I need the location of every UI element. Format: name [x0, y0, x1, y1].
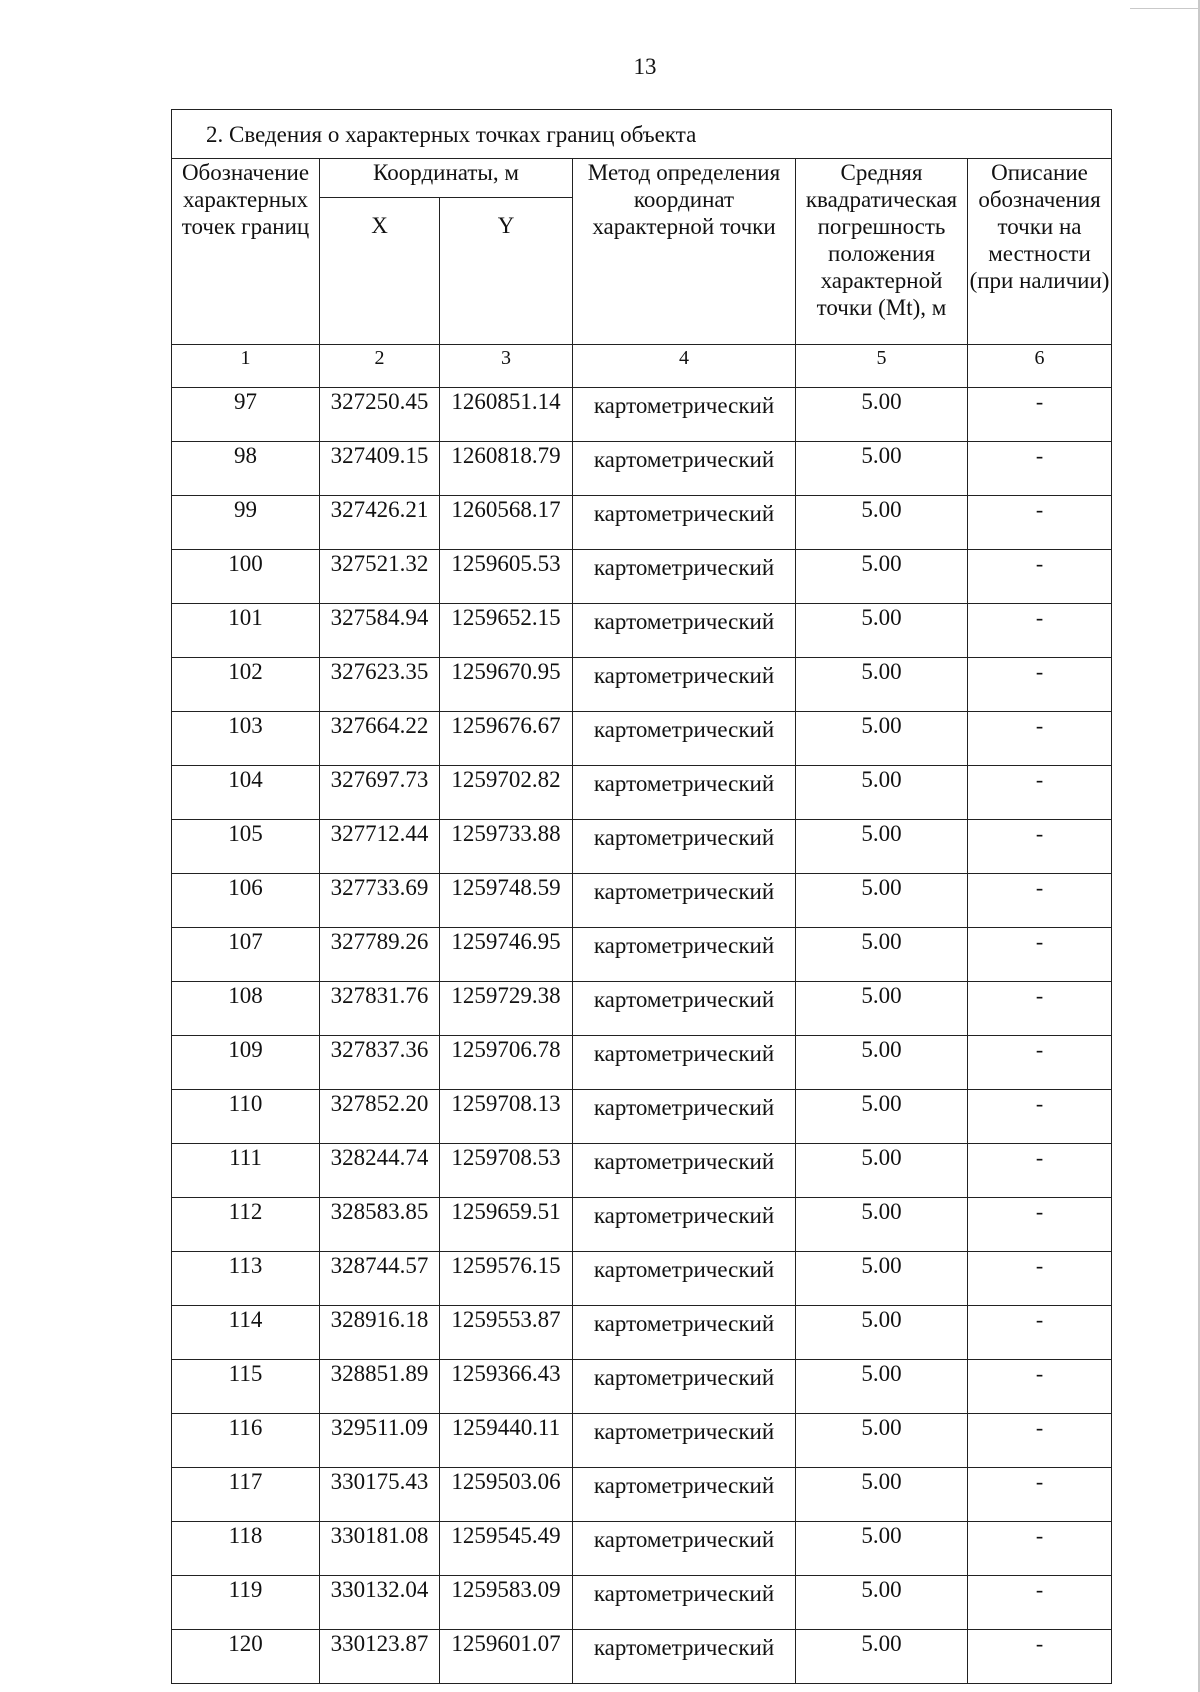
table-row — [172, 928, 1112, 982]
method-cell: картометрический — [573, 1414, 796, 1468]
y-cell: 1260818.79 — [440, 442, 573, 496]
description-cell: - — [968, 1090, 1112, 1144]
column-numbers-row — [172, 345, 1112, 388]
error-cell: 5.00 — [796, 766, 968, 820]
header-error: Средняя квадратическая погрешность положения характерной точки (Mt), м — [796, 159, 968, 345]
error-cell: 5.00 — [796, 820, 968, 874]
point-cell: 107 — [172, 928, 320, 982]
table-row — [172, 1090, 1112, 1144]
table-row — [172, 388, 1112, 442]
description-cell: - — [968, 1576, 1112, 1630]
table-row — [172, 1414, 1112, 1468]
header-y: Y — [440, 198, 573, 345]
point-cell: 112 — [172, 1198, 320, 1252]
x-cell: 330181.08 — [320, 1522, 440, 1576]
x-cell: 327426.21 — [320, 496, 440, 550]
description-cell: - — [968, 1144, 1112, 1198]
point-cell: 118 — [172, 1522, 320, 1576]
table-row — [172, 874, 1112, 928]
y-cell: 1259676.67 — [440, 712, 573, 766]
table-row — [172, 442, 1112, 496]
y-cell: 1259503.06 — [440, 1468, 573, 1522]
method-cell: картометрический — [573, 766, 796, 820]
point-cell: 103 — [172, 712, 320, 766]
table-row — [172, 1576, 1112, 1630]
description-cell: - — [968, 712, 1112, 766]
y-cell: 1259583.09 — [440, 1576, 573, 1630]
table-row — [172, 1522, 1112, 1576]
error-cell: 5.00 — [796, 388, 968, 442]
column-number: 3 — [440, 345, 573, 388]
y-cell: 1259440.11 — [440, 1414, 573, 1468]
y-cell: 1259605.53 — [440, 550, 573, 604]
method-cell: картометрический — [573, 982, 796, 1036]
y-cell: 1259729.38 — [440, 982, 573, 1036]
y-cell: 1259733.88 — [440, 820, 573, 874]
table-row — [172, 1306, 1112, 1360]
description-cell: - — [968, 1252, 1112, 1306]
error-cell: 5.00 — [796, 1630, 968, 1684]
error-cell: 5.00 — [796, 1468, 968, 1522]
method-cell: картометрический — [573, 928, 796, 982]
header-coordinates: Координаты, м — [320, 159, 573, 198]
x-cell: 327664.22 — [320, 712, 440, 766]
error-cell: 5.00 — [796, 658, 968, 712]
point-cell: 104 — [172, 766, 320, 820]
y-cell: 1260851.14 — [440, 388, 573, 442]
description-cell: - — [968, 1198, 1112, 1252]
table-row — [172, 604, 1112, 658]
method-cell: картометрический — [573, 1144, 796, 1198]
section-title: 2. Сведения о характерных точках границ объекта — [172, 110, 1112, 159]
point-cell: 114 — [172, 1306, 320, 1360]
y-cell: 1259746.95 — [440, 928, 573, 982]
method-cell: картометрический — [573, 712, 796, 766]
header-point: Обозначение характерных точек границ — [172, 159, 320, 345]
point-cell: 99 — [172, 496, 320, 550]
y-cell: 1259545.49 — [440, 1522, 573, 1576]
table-row — [172, 1468, 1112, 1522]
method-cell: картометрический — [573, 658, 796, 712]
y-cell: 1259670.95 — [440, 658, 573, 712]
x-cell: 328744.57 — [320, 1252, 440, 1306]
method-cell: картометрический — [573, 496, 796, 550]
boundary-points-table — [171, 109, 1112, 1684]
header-x: X — [320, 198, 440, 345]
x-cell: 327623.35 — [320, 658, 440, 712]
point-cell: 97 — [172, 388, 320, 442]
description-cell: - — [968, 1468, 1112, 1522]
method-cell: картометрический — [573, 604, 796, 658]
error-cell: 5.00 — [796, 874, 968, 928]
method-cell: картометрический — [573, 1360, 796, 1414]
y-cell: 1259706.78 — [440, 1036, 573, 1090]
column-number: 4 — [573, 345, 796, 388]
method-cell: картометрический — [573, 1090, 796, 1144]
method-cell: картометрический — [573, 1576, 796, 1630]
column-number: 5 — [796, 345, 968, 388]
x-cell: 330123.87 — [320, 1630, 440, 1684]
y-cell: 1259708.13 — [440, 1090, 573, 1144]
x-cell: 328244.74 — [320, 1144, 440, 1198]
description-cell: - — [968, 550, 1112, 604]
point-cell: 109 — [172, 1036, 320, 1090]
error-cell: 5.00 — [796, 550, 968, 604]
x-cell: 330132.04 — [320, 1576, 440, 1630]
point-cell: 98 — [172, 442, 320, 496]
error-cell: 5.00 — [796, 1360, 968, 1414]
description-cell: - — [968, 1360, 1112, 1414]
page-number: 13 — [633, 54, 657, 79]
x-cell: 327831.76 — [320, 982, 440, 1036]
method-cell: картометрический — [573, 1036, 796, 1090]
y-cell: 1259708.53 — [440, 1144, 573, 1198]
table-row — [172, 1036, 1112, 1090]
x-cell: 327733.69 — [320, 874, 440, 928]
point-cell: 116 — [172, 1414, 320, 1468]
x-cell: 327852.20 — [320, 1090, 440, 1144]
method-cell: картометрический — [573, 550, 796, 604]
error-cell: 5.00 — [796, 1090, 968, 1144]
description-cell: - — [968, 442, 1112, 496]
description-cell: - — [968, 604, 1112, 658]
method-cell: картометрический — [573, 874, 796, 928]
x-cell: 327697.73 — [320, 766, 440, 820]
description-cell: - — [968, 1414, 1112, 1468]
header-description: Описание обозначения точки на местности (при наличии) — [968, 159, 1112, 345]
point-cell: 120 — [172, 1630, 320, 1684]
x-cell: 329511.09 — [320, 1414, 440, 1468]
point-cell: 113 — [172, 1252, 320, 1306]
y-cell: 1259601.07 — [440, 1630, 573, 1684]
point-cell: 102 — [172, 658, 320, 712]
error-cell: 5.00 — [796, 1144, 968, 1198]
y-cell: 1260568.17 — [440, 496, 573, 550]
description-cell: - — [968, 388, 1112, 442]
description-cell: - — [968, 766, 1112, 820]
error-cell: 5.00 — [796, 1036, 968, 1090]
description-cell: - — [968, 496, 1112, 550]
error-cell: 5.00 — [796, 1414, 968, 1468]
y-cell: 1259652.15 — [440, 604, 573, 658]
description-cell: - — [968, 1522, 1112, 1576]
error-cell: 5.00 — [796, 928, 968, 982]
point-cell: 117 — [172, 1468, 320, 1522]
table-row — [172, 1252, 1112, 1306]
y-cell: 1259576.15 — [440, 1252, 573, 1306]
table-row — [172, 550, 1112, 604]
method-cell: картометрический — [573, 442, 796, 496]
x-cell: 327409.15 — [320, 442, 440, 496]
method-cell: картометрический — [573, 1630, 796, 1684]
x-cell: 328583.85 — [320, 1198, 440, 1252]
column-number: 6 — [968, 345, 1112, 388]
method-cell: картометрический — [573, 1522, 796, 1576]
method-cell: картометрический — [573, 1252, 796, 1306]
x-cell: 327789.26 — [320, 928, 440, 982]
error-cell: 5.00 — [796, 496, 968, 550]
method-cell: картометрический — [573, 1198, 796, 1252]
x-cell: 328851.89 — [320, 1360, 440, 1414]
description-cell: - — [968, 820, 1112, 874]
method-cell: картометрический — [573, 388, 796, 442]
table-row — [172, 1360, 1112, 1414]
description-cell: - — [968, 1036, 1112, 1090]
table-row — [172, 1144, 1112, 1198]
x-cell: 330175.43 — [320, 1468, 440, 1522]
error-cell: 5.00 — [796, 1252, 968, 1306]
error-cell: 5.00 — [796, 1576, 968, 1630]
point-cell: 115 — [172, 1360, 320, 1414]
error-cell: 5.00 — [796, 1198, 968, 1252]
point-cell: 110 — [172, 1090, 320, 1144]
header-method: Метод определения координат характерной точки — [573, 159, 796, 345]
table-row — [172, 766, 1112, 820]
table-row — [172, 712, 1112, 766]
table-row — [172, 982, 1112, 1036]
error-cell: 5.00 — [796, 604, 968, 658]
description-cell: - — [968, 928, 1112, 982]
table-row — [172, 658, 1112, 712]
scan-edge-top-right — [1130, 8, 1200, 9]
table-row — [172, 820, 1112, 874]
description-cell: - — [968, 982, 1112, 1036]
x-cell: 327521.32 — [320, 550, 440, 604]
point-cell: 106 — [172, 874, 320, 928]
description-cell: - — [968, 874, 1112, 928]
point-cell: 111 — [172, 1144, 320, 1198]
method-cell: картометрический — [573, 1306, 796, 1360]
method-cell: картометрический — [573, 1468, 796, 1522]
table-row — [172, 1198, 1112, 1252]
y-cell: 1259659.51 — [440, 1198, 573, 1252]
table-row — [172, 1630, 1112, 1684]
x-cell: 328916.18 — [320, 1306, 440, 1360]
y-cell: 1259748.59 — [440, 874, 573, 928]
error-cell: 5.00 — [796, 1306, 968, 1360]
error-cell: 5.00 — [796, 442, 968, 496]
description-cell: - — [968, 1630, 1112, 1684]
description-cell: - — [968, 1306, 1112, 1360]
error-cell: 5.00 — [796, 1522, 968, 1576]
point-cell: 108 — [172, 982, 320, 1036]
point-cell: 100 — [172, 550, 320, 604]
y-cell: 1259553.87 — [440, 1306, 573, 1360]
point-cell: 105 — [172, 820, 320, 874]
column-number: 1 — [172, 345, 320, 388]
column-number: 2 — [320, 345, 440, 388]
point-cell: 101 — [172, 604, 320, 658]
y-cell: 1259366.43 — [440, 1360, 573, 1414]
y-cell: 1259702.82 — [440, 766, 573, 820]
point-cell: 119 — [172, 1576, 320, 1630]
table-row — [172, 496, 1112, 550]
x-cell: 327250.45 — [320, 388, 440, 442]
x-cell: 327712.44 — [320, 820, 440, 874]
x-cell: 327837.36 — [320, 1036, 440, 1090]
description-cell: - — [968, 658, 1112, 712]
error-cell: 5.00 — [796, 712, 968, 766]
error-cell: 5.00 — [796, 982, 968, 1036]
method-cell: картометрический — [573, 820, 796, 874]
x-cell: 327584.94 — [320, 604, 440, 658]
